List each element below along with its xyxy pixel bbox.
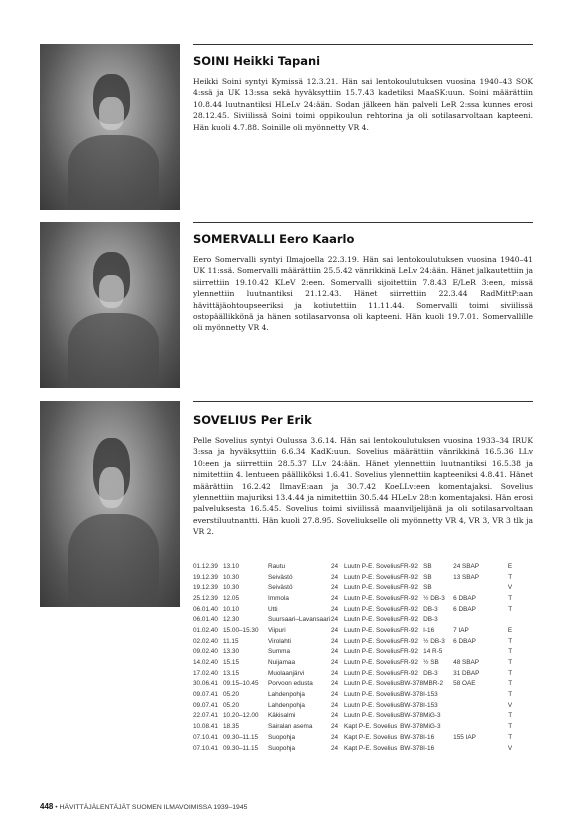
- table-row: [193, 700, 512, 711]
- cell-enemy-unit: 7 IAP: [453, 626, 469, 634]
- cell-pilot: Luutn P-E. Sovelius: [344, 594, 401, 602]
- cell-enemy-unit: 6 DBAP: [453, 637, 476, 645]
- cell-enemy-unit: 24 SBAP: [453, 562, 480, 570]
- cell-place: Immola: [268, 594, 289, 602]
- cell-enemy-type: DB-3: [423, 669, 438, 677]
- cell-pilot: Luutn P-E. Sovelius: [344, 659, 401, 667]
- entry-heading: SOINI Heikki Tapani: [193, 54, 321, 68]
- cell-unit: 24: [331, 723, 339, 731]
- victory-table: [193, 561, 512, 753]
- cell-date: 09.02.40: [193, 648, 218, 656]
- cell-unit: 24: [331, 648, 339, 656]
- cell-time: 05.20: [223, 691, 239, 699]
- cell-aircraft: FR-92: [400, 616, 418, 624]
- cell-date: 25.12.39: [193, 594, 218, 602]
- cell-pilot: Luutn P-E. Sovelius: [344, 573, 401, 581]
- cell-time: 05.20: [223, 701, 239, 709]
- cell-aircraft: BW-378: [400, 701, 424, 709]
- cell-unit: 24: [331, 691, 339, 699]
- entry-text: Eero Somervalli syntyi Ilmajoella 22.3.19. Hän sai lentokoulutuksen vuosina 1940–41 UK 11:ssä. Somervalli määrättiin 25.5.42 vänrikkinä LeLv 24:ään. Hänet jalkautettiin ja siirrettiin 19.10.42 KLeV 2:een. Somervalli sijoitettiin 7.8.43 E/LeR 3:een, missä ylennettiin luutnantiksi 21.12.43. Hänet siirrettiin 22.3.44 RadMittP:aan hävittäjäohtoupseeriksi ja kotiutettiin 11.11.44. Somervalli toimi siviilissä ostopäällikkönä ja hänen sotilasarvonsa oli kapteeni. Hän kuoli 19.7.01. Somervallille oli myönnetty VR 4.: [193, 255, 533, 333]
- cell-date: 09.07.41: [193, 691, 218, 699]
- cell-unit: 24: [331, 573, 339, 581]
- cell-place: Suopohja: [268, 744, 296, 752]
- cell-place: Rautu: [268, 562, 286, 570]
- cell-pilot: Luutn P-E. Sovelius: [344, 584, 401, 592]
- cell-unit: 24: [331, 744, 339, 752]
- cell-place: Lahdenpohja: [268, 691, 305, 699]
- cell-enemy-unit: 6 DBAP: [453, 605, 476, 613]
- cell-date: 02.02.40: [193, 637, 218, 645]
- cell-status: V: [507, 744, 513, 752]
- cell-date: 09.07.41: [193, 701, 218, 709]
- section-divider: [193, 44, 533, 45]
- cell-pilot: Luutn P-E. Sovelius: [344, 680, 401, 688]
- table-row: [193, 668, 512, 679]
- cell-enemy-unit: [453, 582, 502, 593]
- cell-unit: 24: [331, 669, 339, 677]
- table-row: [193, 711, 512, 722]
- cell-place: Nuijamaa: [268, 659, 295, 667]
- cell-date: 07.10.41: [193, 744, 218, 752]
- cell-time: 10.20–12.00: [223, 712, 259, 720]
- cell-place: Seivästö: [268, 573, 293, 581]
- cell-unit: 24: [331, 584, 339, 592]
- cell-enemy-unit: [453, 721, 502, 732]
- cell-enemy-unit: [453, 711, 502, 722]
- cell-pilot: Kapt P-E. Sovelius: [344, 723, 398, 731]
- cell-status: T: [508, 594, 513, 602]
- cell-time: 13.15: [223, 669, 239, 677]
- cell-time: 09.30–11.15: [223, 733, 259, 741]
- cell-place: Virolahti: [268, 637, 291, 645]
- cell-aircraft: FR-92: [400, 637, 418, 645]
- cell-place: Käkisalmi: [268, 712, 296, 720]
- footer-bullet: •: [55, 804, 58, 811]
- table-row: [193, 604, 512, 615]
- cell-aircraft: FR-92: [400, 573, 418, 581]
- cell-date: 30.06.41: [193, 680, 218, 688]
- cell-enemy-type: I-153: [423, 691, 438, 699]
- cell-unit: 24: [331, 605, 339, 613]
- cell-time: 13.30: [223, 648, 239, 656]
- page-footer: [40, 802, 247, 811]
- biography-entry: [193, 54, 533, 133]
- cell-aircraft: FR-92: [400, 626, 418, 634]
- cell-time: 10.10: [223, 605, 239, 613]
- cell-enemy-type: ½ DB-3: [423, 594, 445, 602]
- cell-aircraft: FR-92: [400, 562, 418, 570]
- cell-time: 11.15: [223, 637, 239, 645]
- cell-enemy-type: I-153: [423, 701, 438, 709]
- cell-aircraft: FR-92: [400, 659, 418, 667]
- cell-time: 12.05: [223, 594, 239, 602]
- cell-date: 10.08.41: [193, 723, 218, 731]
- cell-time: 09.30–11.15: [223, 744, 259, 752]
- page-number: 448: [40, 802, 54, 811]
- cell-place: Suursaari–Lavansaari: [268, 616, 331, 624]
- cell-date: 07.10.41: [193, 733, 218, 741]
- cell-aircraft: FR-92: [400, 648, 418, 656]
- cell-date: 14.02.40: [193, 659, 218, 667]
- table-row: [193, 732, 512, 743]
- cell-place: Lahdenpohja: [268, 701, 305, 709]
- cell-date: 22.07.41: [193, 712, 218, 720]
- cell-status: V: [507, 584, 513, 592]
- cell-status: T: [508, 659, 513, 667]
- cell-aircraft: BW-378: [400, 744, 424, 752]
- cell-enemy-type: SB: [423, 573, 432, 581]
- cell-place: Summa: [268, 648, 291, 656]
- cell-unit: 24: [331, 712, 339, 720]
- cell-place: Utti: [268, 605, 278, 613]
- cell-enemy-type: MiG-3: [423, 723, 441, 731]
- cell-unit: 24: [331, 659, 339, 667]
- cell-date: 06.01.40: [193, 616, 218, 624]
- cell-time: 15.15: [223, 659, 239, 667]
- cell-enemy-unit: 6 DBAP: [453, 594, 476, 602]
- table-row: [193, 636, 512, 647]
- cell-aircraft: FR-92: [400, 669, 418, 677]
- biography-entry: [193, 232, 533, 334]
- cell-status: T: [508, 691, 513, 699]
- portrait-photo-soini: [40, 44, 180, 210]
- section-divider: [193, 401, 533, 402]
- cell-unit: 24: [331, 626, 339, 634]
- cell-aircraft: BW-378: [400, 680, 424, 688]
- entry-heading: SOMERVALLI Eero Kaarlo: [193, 232, 355, 246]
- cell-status: T: [508, 712, 513, 720]
- table-row: [193, 721, 512, 732]
- cell-status: T: [508, 637, 513, 645]
- cell-pilot: Luutn P-E. Sovelius: [344, 669, 401, 677]
- cell-unit: 24: [331, 680, 339, 688]
- cell-pilot: Luutn P-E. Sovelius: [344, 562, 401, 570]
- cell-enemy-type: SB: [423, 562, 432, 570]
- cell-status: T: [508, 733, 513, 741]
- cell-enemy-type: 14 R-5: [423, 648, 443, 656]
- cell-unit: 24: [331, 637, 339, 645]
- cell-enemy-unit: 31 DBAP: [453, 669, 480, 677]
- table-row: [193, 657, 512, 668]
- cell-pilot: Kapt P-E. Sovelius: [344, 744, 398, 752]
- cell-status: T: [508, 573, 513, 581]
- cell-pilot: Luutn P-E. Sovelius: [344, 712, 401, 720]
- cell-time: 10.30: [223, 584, 239, 592]
- cell-pilot: Luutn P-E. Sovelius: [344, 616, 401, 624]
- cell-enemy-type: DB-3: [423, 616, 438, 624]
- cell-date: 01.12.39: [193, 562, 218, 570]
- cell-enemy-unit: [453, 700, 502, 711]
- cell-enemy-type: ½ SB: [423, 659, 439, 667]
- cell-aircraft: BW-378: [400, 691, 424, 699]
- cell-status: [502, 614, 512, 625]
- table-row: [193, 593, 512, 604]
- cell-status: E: [507, 626, 513, 634]
- cell-time: 09.15–10.45: [223, 680, 259, 688]
- cell-enemy-unit: 13 SBAP: [453, 573, 480, 581]
- cell-date: 17.02.40: [193, 669, 218, 677]
- cell-enemy-type: I-16: [423, 626, 435, 634]
- cell-pilot: Kapt P-E. Sovelius: [344, 733, 398, 741]
- cell-enemy-unit: 48 SBAP: [453, 659, 480, 667]
- cell-status: T: [508, 605, 513, 613]
- cell-enemy-unit: [453, 614, 502, 625]
- cell-date: 06.01.40: [193, 605, 218, 613]
- cell-status: T: [508, 669, 513, 677]
- cell-unit: 24: [331, 701, 339, 709]
- cell-enemy-unit: [453, 689, 502, 700]
- entry-text: Heikki Soini syntyi Kymissä 12.3.21. Hän sai lentokoulutuksen vuosina 1940–43 SOK 4:ssä ja UK 13:ssa sekä hyväksyttiin 15.7.43 kadetiksi MaaSK:uun. Soini määrättiin 10.8.44 luutnantiksi HLeLv 24:ään. Sodan jälkeen hän palveli LeR 2:ssa kunnes erosi 28.12.45. Siviilissä Soini toimi oppikoulun rehtorina ja oli sotilasarvoltaan kapteeni. Hän kuoli 4.7.88. Soinille oli myönnetty VR 4.: [193, 77, 533, 132]
- table-row: [193, 647, 512, 658]
- cell-status: E: [507, 562, 513, 570]
- table-row: [193, 572, 512, 583]
- cell-enemy-type: MBR-2: [423, 680, 444, 688]
- cell-time: 18.35: [223, 723, 239, 731]
- cell-place: Viipuri: [268, 626, 286, 634]
- cell-status: T: [508, 680, 513, 688]
- cell-aircraft: FR-92: [400, 584, 418, 592]
- cell-date: 19.12.39: [193, 573, 218, 581]
- cell-place: Suopohja: [268, 733, 296, 741]
- cell-date: 19.12.39: [193, 584, 218, 592]
- table-row: [193, 625, 512, 636]
- cell-pilot: Luutn P-E. Sovelius: [344, 605, 401, 613]
- cell-status: V: [507, 701, 513, 709]
- cell-enemy-type: DB-3: [423, 605, 438, 613]
- cell-enemy-unit: [453, 647, 502, 658]
- cell-time: 13.10: [223, 562, 239, 570]
- cell-time: 12.30: [223, 616, 239, 624]
- cell-enemy-type: MiG-3: [423, 712, 441, 720]
- cell-pilot: Luutn P-E. Sovelius: [344, 648, 401, 656]
- biography-entry: [193, 413, 533, 538]
- portrait-photo-somervalli: [40, 222, 180, 388]
- cell-status: T: [508, 723, 513, 731]
- cell-pilot: Luutn P-E. Sovelius: [344, 626, 401, 634]
- cell-pilot: Luutn P-E. Sovelius: [344, 691, 401, 699]
- cell-unit: 24: [331, 594, 339, 602]
- table-row: [193, 679, 512, 690]
- table-row: [193, 743, 512, 754]
- cell-unit: 24: [331, 616, 339, 624]
- cell-aircraft: FR-92: [400, 594, 418, 602]
- table-row: [193, 582, 512, 593]
- cell-pilot: Luutn P-E. Sovelius: [344, 637, 401, 645]
- cell-time: 15.00–15.30: [223, 626, 259, 634]
- cell-pilot: Luutn P-E. Sovelius: [344, 701, 401, 709]
- cell-place: Porvoon edusta: [268, 680, 313, 688]
- portrait-photo-sovelius: [40, 401, 180, 607]
- cell-status: T: [508, 648, 513, 656]
- table-row: [193, 689, 512, 700]
- cell-place: Seivästö: [268, 584, 293, 592]
- cell-enemy-type: I-16: [423, 744, 435, 752]
- cell-enemy-type: I-16: [423, 733, 435, 741]
- table-row: [193, 614, 512, 625]
- cell-place: Muolaanjärvi: [268, 669, 305, 677]
- cell-enemy-unit: [453, 743, 502, 754]
- cell-date: 01.02.40: [193, 626, 218, 634]
- book-title: HÄVITTÄJÄLENTÄJÄT SUOMEN ILMAVOIMISSA 1939–1945: [59, 804, 248, 811]
- entry-text: Pelle Sovelius syntyi Oulussa 3.6.14. Hän sai lentokoulutuksen vuosina 1933–34 IRUK 3:ssa ja hyväksyttiin 6.6.34 KadK:uun. Sovelius määrättiin vänrikkinä 16.5.36 LLv 10:een ja siirrettiin 28.5.37 LLv 24:ään. Hänet ylennettiin luutnantiksi 16.5.38 ja nimitettiin 4. lentueen päälliköksi 1.6.41. Sovelius ylennettiin kapteeniksi 4.8.41. Hänet määrättiin 16.2.42 IlmavE:aan ja 30.7.42 KoeLLv:een komentajaksi. Sovelius ylennettiin majuriksi 13.4.44 ja nimitettiin 30.5.44 HLeLv 28:n komentajaksi. Hän erosi palveluksesta 16.5.45. Sovelius toimi siviilissä maanviljelijänä ja oli sotilasarvoltaan everstiluutnantti. Hän kuoli 27.8.95. Soveliukselle oli myönnetty VR 4, VR 3, VR 3 tlk ja VR 2.: [193, 436, 533, 537]
- cell-place: Sairalan asema: [268, 723, 313, 731]
- cell-aircraft: BW-378: [400, 733, 424, 741]
- cell-time: 10.30: [223, 573, 239, 581]
- entry-heading: SOVELIUS Per Erik: [193, 413, 312, 427]
- cell-aircraft: FR-92: [400, 605, 418, 613]
- cell-enemy-unit: 155 IAP: [453, 733, 476, 741]
- table-row: [193, 561, 512, 572]
- cell-enemy-type: ½ DB-3: [423, 637, 445, 645]
- cell-unit: 24: [331, 562, 339, 570]
- cell-unit: 24: [331, 733, 339, 741]
- section-divider: [193, 222, 533, 223]
- cell-aircraft: BW-378: [400, 712, 424, 720]
- cell-aircraft: BW-378: [400, 723, 424, 731]
- cell-enemy-unit: 58 OAE: [453, 680, 476, 688]
- cell-enemy-type: SB: [423, 584, 432, 592]
